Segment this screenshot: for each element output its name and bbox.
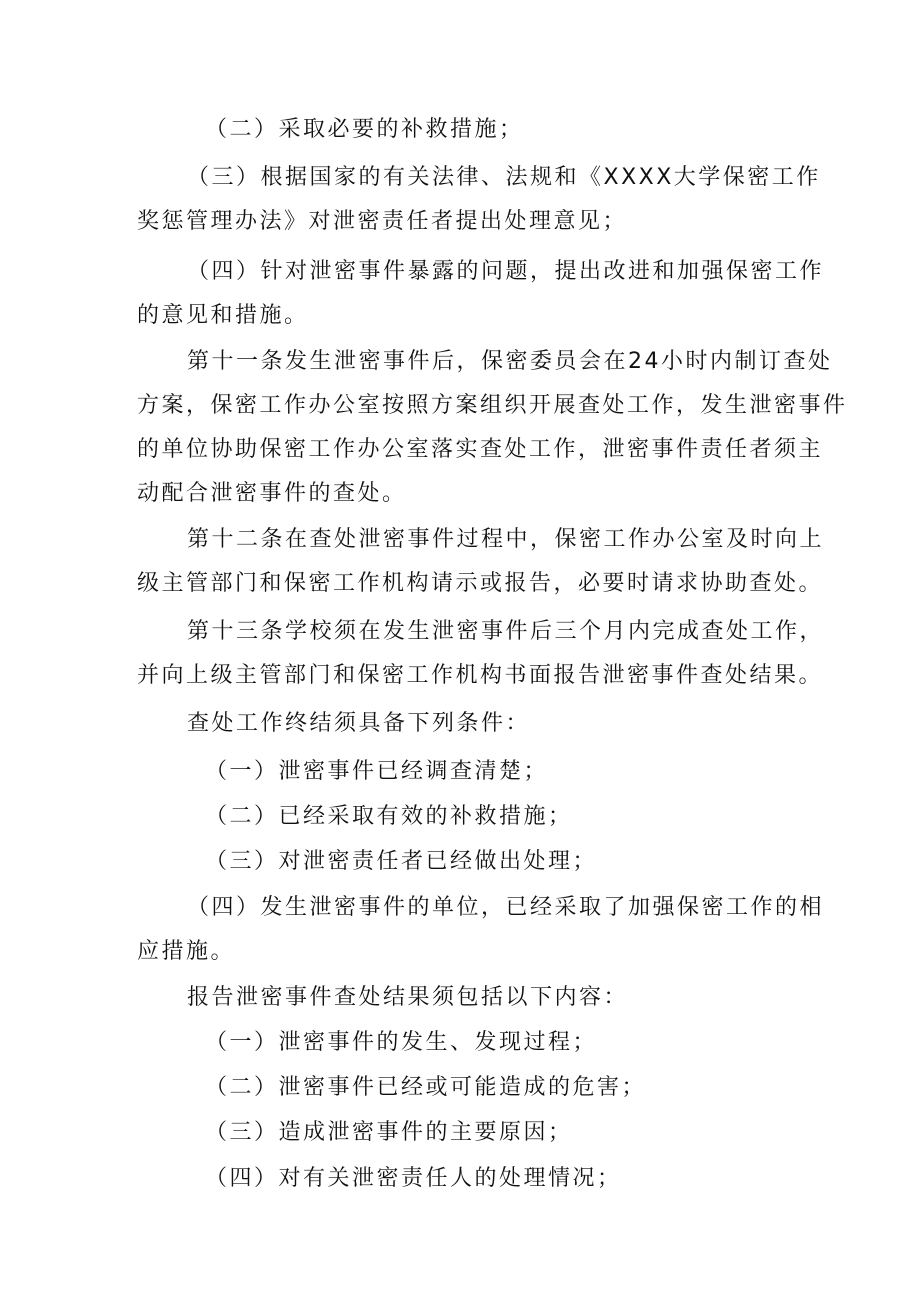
text-line: 第十二条在查处泄密事件过程中，保密工作办公室及时向上	[187, 527, 825, 552]
article-13	[137, 610, 825, 698]
text-line: 的单位协助保密工作办公室落实查处工作，泄密事件责任者须主	[137, 437, 824, 462]
text-line: （二）采取必要的补救措施；	[205, 117, 524, 142]
text-line: 级主管部门和保密工作机构请示或报告，必要时请求协助查处。	[137, 571, 824, 596]
text-line: （二）已经采取有效的补救措施；	[205, 804, 573, 829]
text-line: 方案，保密工作办公室按照方案组织开展查处工作，发生泄密事件	[137, 393, 848, 418]
list-item-content-3	[137, 1111, 797, 1155]
text-line: （三）造成泄密事件的主要原因；	[205, 1120, 573, 1145]
list-item-content-2	[137, 1066, 797, 1110]
text-line: （一）泄密事件已经调查清楚；	[205, 759, 549, 784]
text-line: 报告泄密事件查处结果须包括以下内容：	[187, 985, 629, 1010]
text-line: （二）泄密事件已经或可能造成的危害；	[205, 1075, 647, 1100]
list-item-condition-3	[137, 840, 797, 884]
text-line: 第十一条发生泄密事件后，保密委员会在24小时内制订查处	[187, 349, 833, 374]
text-line: （三）对泄密责任者已经做出处理；	[205, 849, 598, 874]
text-line: （四）针对泄密事件暴露的问题，提出改进和加强保密工作	[187, 259, 825, 284]
list-item-condition-1	[137, 750, 797, 794]
text-line: 并向上级主管部门和保密工作机构书面报告泄密事件查处结果。	[137, 663, 824, 688]
list-item-condition-2	[137, 795, 797, 839]
text-line: 应措施。	[137, 939, 236, 964]
article-12	[137, 518, 825, 606]
list-item-content-4	[137, 1157, 797, 1201]
list-item-content-1	[137, 1021, 797, 1065]
text-line: 第十三条学校须在发生泄密事件后三个月内完成查处工作，	[187, 619, 825, 644]
paragraph-remedial-measures	[137, 108, 797, 152]
paragraph-handling-opinion	[137, 156, 821, 244]
text-line: （一）泄密事件的发生、发现过程；	[205, 1030, 598, 1055]
paragraph-improvement-measures	[137, 250, 825, 338]
text-line: （三）根据国家的有关法律、法规和《XXXX大学保密工作	[187, 165, 821, 190]
text-line: （四）对有关泄密责任人的处理情况；	[205, 1166, 622, 1191]
text-line: 的意见和措施。	[137, 303, 309, 328]
paragraph-report-contents	[137, 976, 797, 1020]
text-line: 查处工作终结须具备下列条件：	[187, 711, 531, 736]
paragraph-termination-conditions	[137, 702, 797, 746]
article-11	[137, 340, 848, 516]
text-line: 奖惩管理办法》对泄密责任者提出处理意见；	[137, 209, 628, 234]
text-line: （四）发生泄密事件的单位，已经采取了加强保密工作的相	[187, 895, 825, 920]
list-item-condition-4	[137, 886, 825, 974]
text-line: 动配合泄密事件的查处。	[137, 481, 407, 506]
